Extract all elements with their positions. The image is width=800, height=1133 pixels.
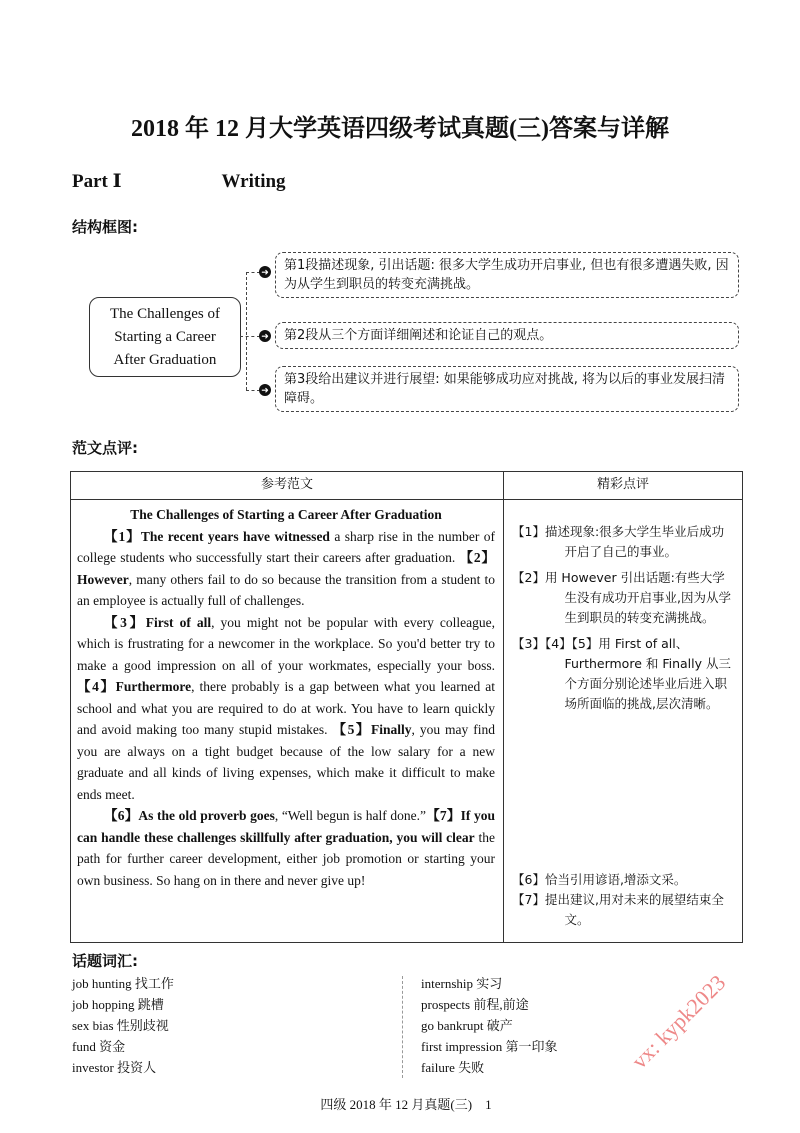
vocab-heading: 话题词汇: bbox=[72, 952, 138, 970]
center-line: The Challenges of bbox=[110, 305, 220, 322]
connector-line bbox=[240, 336, 260, 337]
essay-key-phrase: 【7】If you can handle these challenges skillfully after graduation, you will clear bbox=[77, 808, 495, 845]
watermark: vx: kypk2023 bbox=[626, 969, 731, 1074]
vocab-item: investor 投资人 bbox=[72, 1060, 157, 1075]
lower-section bbox=[70, 471, 742, 1133]
essay-text: , you may find you are always on a tight budget because of the low salary for a new graduate and all kinds of living expenses, which make it difficult to make ends meet. bbox=[77, 722, 495, 802]
essay-key-phrase: 【5】Finally bbox=[332, 722, 412, 737]
header-essay: 参考范文 bbox=[71, 472, 504, 500]
comment: 【3】【4】【5】用 First of all、Furthermore 和 Finally 从三个方面分别论述毕业后进入职场所面临的挑战,层次清晰。 bbox=[512, 636, 731, 711]
vocab-item: internship 实习 bbox=[421, 976, 503, 991]
essay-key-phrase: 【2】However bbox=[77, 550, 496, 587]
vocab-divider bbox=[402, 976, 403, 1078]
center-line: After Graduation bbox=[113, 351, 217, 368]
part-label: Part Ⅰ bbox=[72, 171, 122, 192]
essay-key-phrase: 【1】The recent years have witnessed bbox=[104, 528, 330, 544]
review-heading: 范文点评: bbox=[72, 439, 138, 457]
vocab-item: prospects 前程,前途 bbox=[421, 997, 529, 1012]
comment: 【2】用 However 引出话题:有些大学生没有成功开启事业,因为从学生到职员的转变充满挑战。 bbox=[512, 570, 731, 625]
center-line: Starting a Career bbox=[114, 328, 216, 345]
comment: 【7】提出建议,用对未来的展望结束全文。 bbox=[512, 892, 724, 927]
arrow-icon: ➜ bbox=[259, 330, 271, 342]
review-table bbox=[70, 471, 743, 943]
essay-title: The Challenges of Starting a Career After Graduation bbox=[130, 507, 442, 522]
connector-line bbox=[246, 272, 260, 273]
essay-text: , you might not be popular with every colleague, which is frustrating for a newcomer in the workplace. So you'd better try to make a good impression on all of your workmates, especially your boss. bbox=[77, 614, 495, 673]
vocab-section bbox=[70, 951, 742, 1078]
vocab-item: fund 资金 bbox=[72, 1039, 126, 1054]
page-footer: 四级 2018 年 12 月真题(三) 1 bbox=[320, 1097, 492, 1112]
header-comments: 精彩点评 bbox=[504, 472, 743, 500]
vocab-item: job hunting 找工作 bbox=[72, 976, 174, 991]
essay-cell bbox=[71, 500, 504, 943]
comment: 【1】描述现象:很多大学生毕业后成功开启了自己的事业。 bbox=[512, 524, 725, 559]
comments-cell bbox=[504, 500, 743, 943]
connector-line bbox=[246, 272, 247, 390]
structure-heading: 结构框图: bbox=[72, 218, 138, 236]
essay-text: a sharp rise in the number of college students who successfully start their careers after graduation. bbox=[77, 528, 495, 565]
vocab-item: sex bias 性别歧视 bbox=[72, 1018, 169, 1033]
vocab-item: go bankrupt 破产 bbox=[421, 1018, 513, 1033]
essay-key-phrase: 【6】As the old proverb goes bbox=[104, 808, 275, 823]
vocab-item: job hopping 跳槽 bbox=[72, 997, 164, 1012]
essay-text: , many others fail to do so because the transition from a student to an employee is actually full of challenges. bbox=[77, 571, 495, 608]
essay-text: , “Well begun is half done.” bbox=[274, 808, 426, 823]
vocab-item: first impression 第一印象 bbox=[421, 1039, 558, 1054]
branch-box: 第3段给出建议并进行展望: 如果能够成功应对挑战, 将为以后的事业发展扫清障碍。 bbox=[275, 366, 739, 412]
essay-paragraph bbox=[77, 612, 495, 806]
branch-box: 第2段从三个方面详细阐述和论证自己的观点。 bbox=[275, 322, 739, 349]
essay-key-phrase: 【4】Furthermore bbox=[77, 679, 192, 694]
part-name: Writing bbox=[221, 171, 286, 192]
page-title: 2018 年 12 月大学英语四级考试真题(三)答案与详解 bbox=[131, 116, 669, 142]
essay-key-phrase: 【3】First of all bbox=[104, 614, 212, 630]
arrow-icon: ➜ bbox=[259, 384, 271, 396]
connector-line bbox=[246, 390, 260, 391]
comment: 【6】恰当引用谚语,增添文采。 bbox=[512, 872, 687, 887]
essay-text: the path for further career development, either job promotion or starting your own business. So hang on in there and never give up! bbox=[77, 829, 495, 888]
part-heading bbox=[72, 170, 286, 193]
essay-paragraph bbox=[77, 526, 495, 612]
essay-text: , there probably is a gap between what you learned at school and what you are required to do at work. You have to learn quickly and avoid making too many stupid mistakes. bbox=[77, 679, 495, 737]
branch-box: 第1段描述现象, 引出话题: 很多大学生成功开启事业, 但也有很多遭遇失败, 因为从学生到职员的转变充满挑战。 bbox=[275, 252, 739, 298]
diagram-center-box bbox=[89, 297, 241, 377]
vocab-item: failure 失败 bbox=[421, 1060, 485, 1075]
vocab-right bbox=[421, 973, 601, 1078]
essay-paragraph bbox=[77, 805, 495, 891]
arrow-icon: ➜ bbox=[259, 266, 271, 278]
vocab-left bbox=[72, 973, 402, 1078]
